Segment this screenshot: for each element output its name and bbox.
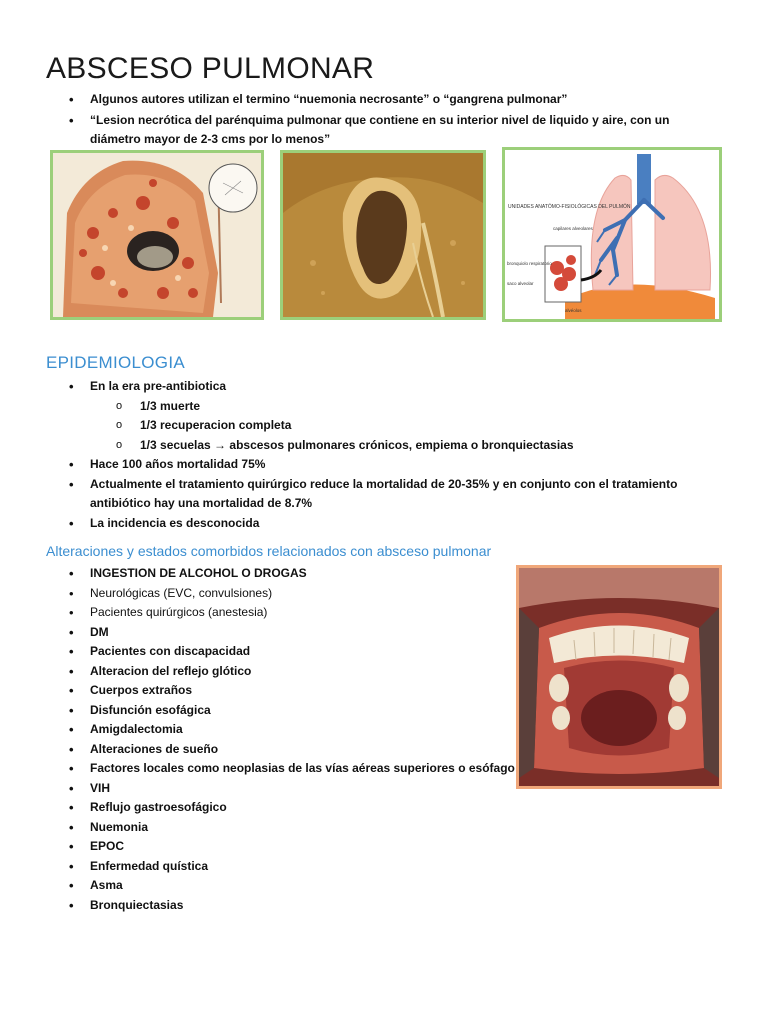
list-item: • Pacientes con discapacidad [66, 642, 516, 662]
list-item: • En la era pre-antibiotica [66, 377, 706, 397]
list-item: • Alteracion del reflejo glótico [66, 662, 516, 682]
intro-item: • Algunos autores utilizan el termino “nuemonia necrosante” o “gangrena pulmonar” [66, 90, 706, 110]
list-item: • VIH [66, 779, 516, 799]
list-subitem: o 1/3 recuperacion completa [66, 416, 706, 436]
page-title: ABSCESO PULMONAR [46, 52, 375, 85]
list-subitem: o 1/3 secuelas → abscesos pulmonares crónicos, empiema o bronquiectasias [66, 436, 706, 456]
section-heading-alteraciones: Alteraciones y estados comorbidos relacionados con absceso pulmonar [46, 543, 492, 559]
lung-section-image [50, 150, 264, 320]
alteraciones-list [66, 564, 516, 915]
list-item: • Neurológicas (EVC, convulsiones) [66, 584, 516, 604]
list-item: • DM [66, 623, 516, 643]
open-mouth-photo [516, 565, 722, 789]
list-item: • Amigdalectomia [66, 720, 516, 740]
intro-item: • “Lesion necrótica del parénquima pulmonar que contiene en su interior nivel de liquido y aire, con un diámetro mayor de 2-3 cms por lo menos” [66, 111, 706, 150]
list-item: • Asma [66, 876, 516, 896]
list-item: • Hace 100 años mortalidad 75% [66, 455, 706, 475]
list-item: • EPOC [66, 837, 516, 857]
label-unidades: UNIDADES ANATÓMO-FISIOLÓGICAS DEL PULMÓN [508, 204, 631, 210]
list-subitem: o 1/3 muerte [66, 397, 706, 417]
list-item: • Pacientes quirúrgicos (anestesia) [66, 603, 516, 623]
list-item: • Factores locales como neoplasias de las vías aéreas superiores o esófago [66, 759, 516, 779]
list-item: • Bronquiectasias [66, 896, 516, 916]
list-item: • Cuerpos extraños [66, 681, 516, 701]
list-item: • Actualmente el tratamiento quirúrgico reduce la mortalidad de 20-35% y en conjunto con el tratamiento antibiótico hay una mortalidad de 8.7% [66, 475, 706, 514]
list-item: • Nuemonia [66, 818, 516, 838]
epidemiologia-list [66, 377, 706, 533]
label-saco: saco alveolar [507, 281, 534, 286]
lung-anatomy-diagram [502, 147, 722, 322]
list-item: • Alteraciones de sueño [66, 740, 516, 760]
list-item: • Disfunción esofágica [66, 701, 516, 721]
section-heading-epidemiologia: EPIDEMIOLOGIA [46, 353, 185, 372]
label-capilares: capilares alveolares [553, 226, 593, 231]
list-item: • La incidencia es desconocida [66, 514, 706, 534]
label-bronquiolo: bronquiolo respiratorio [507, 261, 552, 266]
list-item: • INGESTION DE ALCOHOL O DROGAS [66, 564, 516, 584]
list-item: • Enfermedad quística [66, 857, 516, 877]
list-item: • Reflujo gastroesofágico [66, 798, 516, 818]
label-alveolos: alvéolos [565, 308, 582, 313]
abscess-scan-image [280, 150, 486, 320]
intro-list [66, 90, 706, 151]
